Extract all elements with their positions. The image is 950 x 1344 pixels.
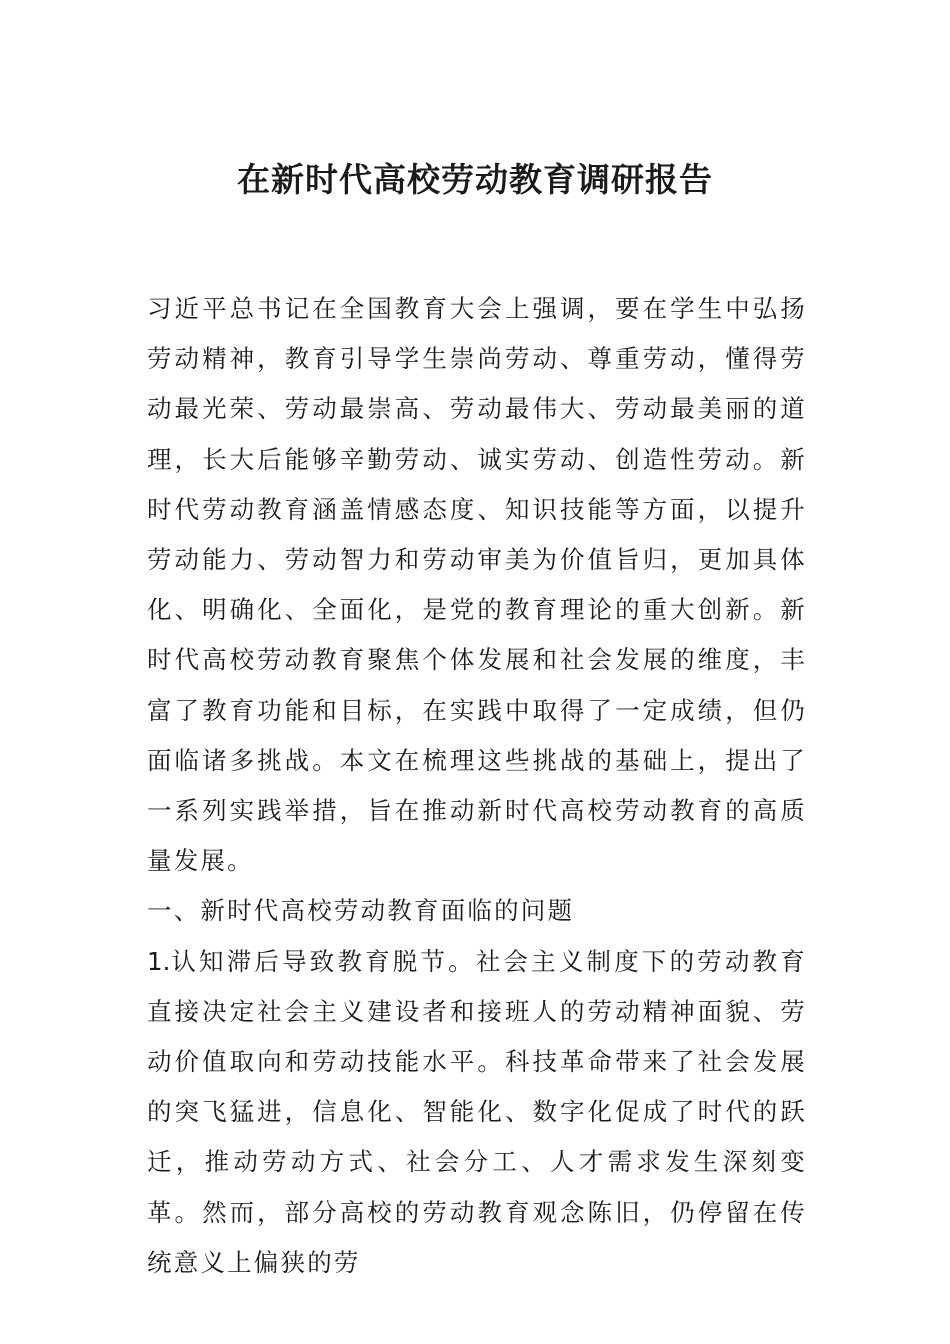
intro-paragraph: 习近平总书记在全国教育大会上强调，要在学生中弘扬劳动精神，教育引导学生崇尚劳动、尊重劳动，懂得劳动最光荣、劳动最崇高、劳动最伟大、劳动最美丽的道理，长大后能够辛勤劳动、诚实劳动、创造性劳动。新时代劳动教育涵盖情感态度、知识技能等方面，以提升劳动能力、劳动智力和劳动审美为价值旨归，更加具体化、明确化、全面化，是党的教育理论的重大创新。新时代高校劳动教育聚焦个体发展和社会发展的维度，丰富了教育功能和目标，在实践中取得了一定成绩，但仍面临诸多挑战。本文在梳理这些挑战的基础上，提出了一系列实践举措，旨在推动新时代高校劳动教育的高质量发展。 bbox=[147, 294, 807, 876]
document-body bbox=[147, 284, 807, 1288]
document-title: 在新时代高校劳动教育调研报告 bbox=[237, 160, 713, 199]
list-item bbox=[147, 937, 807, 1288]
item-text: 认知滞后导致教育脱节。社会主义制度下的劳动教育直接决定社会主义建设者和接班人的劳动精神面貌、劳动价值取向和劳动技能水平。科技革命带来了社会发展的突飞猛进，信息化、智能化、数字化促成了时代的跃迁，推动劳动方式、社会分工、人才需求发生深刻变革。然而，部分高校的劳动教育观念陈旧，仍停留在传统意义上偏狭的劳 bbox=[147, 946, 807, 1277]
item-number: 1. bbox=[147, 946, 171, 976]
section-heading: 一、新时代高校劳动教育面临的问题 bbox=[147, 896, 575, 926]
